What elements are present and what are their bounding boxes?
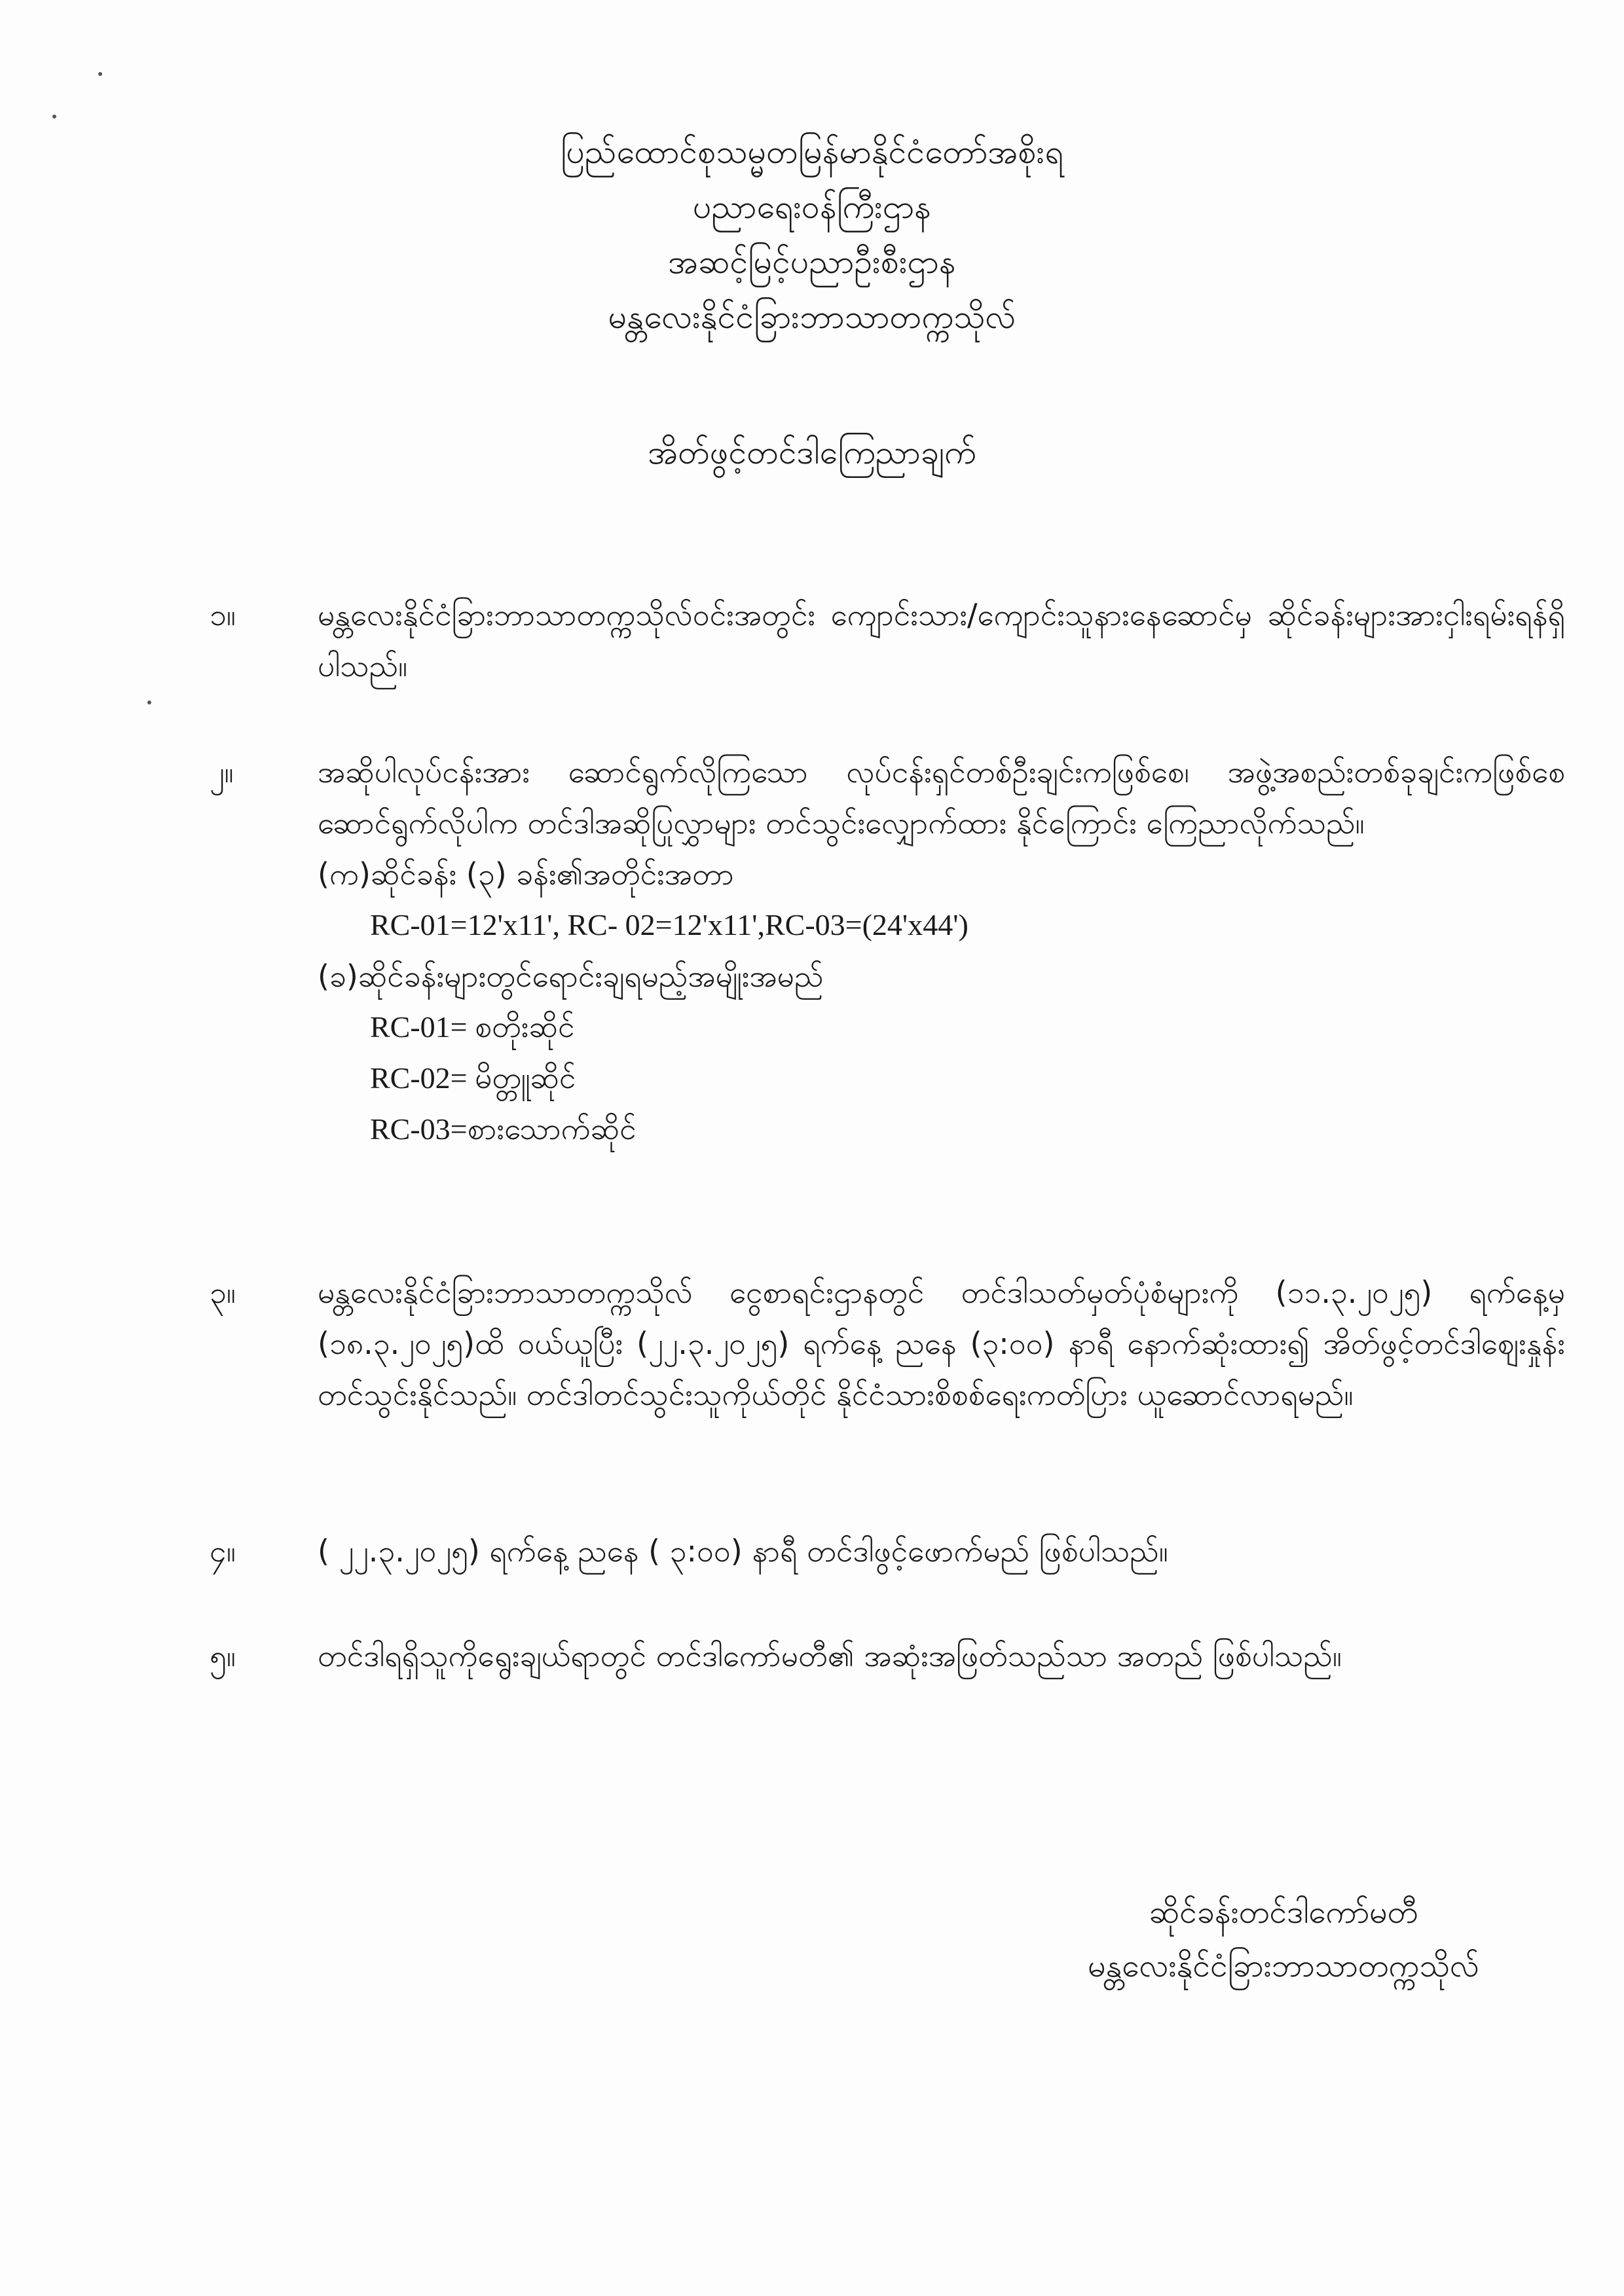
- paragraph-2: [210, 746, 1565, 1155]
- scan-speck: [52, 115, 56, 118]
- header-department: အဆင့်မြင့်ပညာဦးစီးဌာန: [668, 243, 956, 281]
- paragraph-number: ၂။: [210, 754, 234, 790]
- paragraph-number: ၃။: [210, 1275, 236, 1310]
- notice-title: အိတ်ဖွင့်တင်ဒါကြေညာချက်: [648, 433, 976, 471]
- signature-committee: ဆိုင်ခန်းတင်ဒါကော်မတီ: [1149, 1894, 1418, 1931]
- paragraph-1: [210, 589, 1565, 691]
- signature-block: [1022, 1886, 1545, 1993]
- shop-type-rc02: RC-02= မိတ္တူဆိုင်: [370, 1061, 576, 1095]
- paragraph-number: ၅။: [210, 1638, 236, 1673]
- paragraph-text: မန္တလေးနိုင်ငံခြားဘာသာတက္ကသိုလ်ဝင်းအတွင်း ကျောင်းသား/ကျောင်းသူနားနေဆောင်မှ ဆိုင်ခန်းများအားငှါးရမ်းရန်ရှိပါသည်။: [318, 597, 1565, 683]
- paragraph-4: [210, 1525, 1565, 1576]
- signature-university: မန္တလေးနိုင်ငံခြားဘာသာတက္ကသိုလ်: [1088, 1948, 1479, 1984]
- room-dimensions: RC-01=12'x11', RC- 02=12'x11',RC-03=(24'x44'): [370, 908, 969, 941]
- scan-speck: [98, 72, 102, 76]
- header-ministry: ပညာရေးဝန်ကြီးဌာန: [692, 188, 932, 226]
- shop-type-rc03: RC-03=စားသောက်ဆိုင်: [370, 1112, 637, 1146]
- paragraph-text: ( ၂၂.၃.၂၀၂၅) ရက်နေ့ ညနေ ( ၃:၀၀) နာရီ တင်ဒါဖွင့်ဖောက်မည် ဖြစ်ပါသည်။: [318, 1533, 1168, 1569]
- header-government: ပြည်ထောင်စုသမ္မတမြန်မာနိုင်ငံတော်အစိုးရ: [561, 133, 1063, 171]
- paragraph-3: [210, 1267, 1565, 1420]
- document-header: [0, 124, 1624, 344]
- header-university: မန္တလေးနိုင်ငံခြားဘာသာတက္ကသိုလ်: [608, 298, 1016, 336]
- paragraph-number: ၄။: [210, 1533, 236, 1569]
- paragraph-number: ၁။: [210, 597, 236, 632]
- shop-type-rc01: RC-01= စတိုးဆိုင်: [370, 1010, 575, 1044]
- scan-speck: [147, 701, 151, 704]
- sub-item-a: (က)ဆိုင်ခန်း (၃) ခန်း၏အတိုင်းအတာ: [318, 856, 734, 892]
- paragraph-text: အဆိုပါလုပ်ငန်းအား ဆောင်ရွက်လိုကြသော လုပ်ငန်းရှင်တစ်ဦးချင်းကဖြစ်စေ၊ အဖွဲ့အစည်းတစ်ခုချင်းကဖြစ်စေ ဆောင်ရွက်လိုပါက တင်ဒါအဆိုပြုလွှာများ တင်သွင်းလျှောက်ထား နိုင်ကြောင်း ကြေညာလိုက်သည်။: [318, 754, 1565, 841]
- paragraph-5: [210, 1630, 1565, 1681]
- sub-item-b: (ခ)ဆိုင်ခန်းများတွင်ရောင်းချရမည့်အမျိုးအမည်: [318, 958, 824, 994]
- paragraph-text: မန္တလေးနိုင်ငံခြားဘာသာတက္ကသိုလ် ငွေစာရင်းဌာနတွင် တင်ဒါသတ်မှတ်ပုံစံများကို (၁၁.၃.၂၀၂၅) ရက်နေ့မှ (၁၈.၃.၂၀၂၅)ထိ ဝယ်ယူပြီး (၂၂.၃.၂၀၂၅) ရက်နေ့ ညနေ (၃:၀၀) နာရီ နောက်ဆုံးထား၍ အိတ်ဖွင့်တင်ဒါဈေးနှုန်း တင်သွင်းနိုင်သည်။ တင်ဒါတင်သွင်းသူကိုယ်တိုင် နိုင်ငံသားစိစစ်ရေးကတ်ပြား ယူဆောင်လာရမည်။: [318, 1275, 1565, 1412]
- paragraph-text: တင်ဒါရရှိသူကိုရွေးချယ်ရာတွင် တင်ဒါကော်မတီ၏ အဆုံးအဖြတ်သည်သာ အတည် ဖြစ်ပါသည်။: [318, 1638, 1342, 1673]
